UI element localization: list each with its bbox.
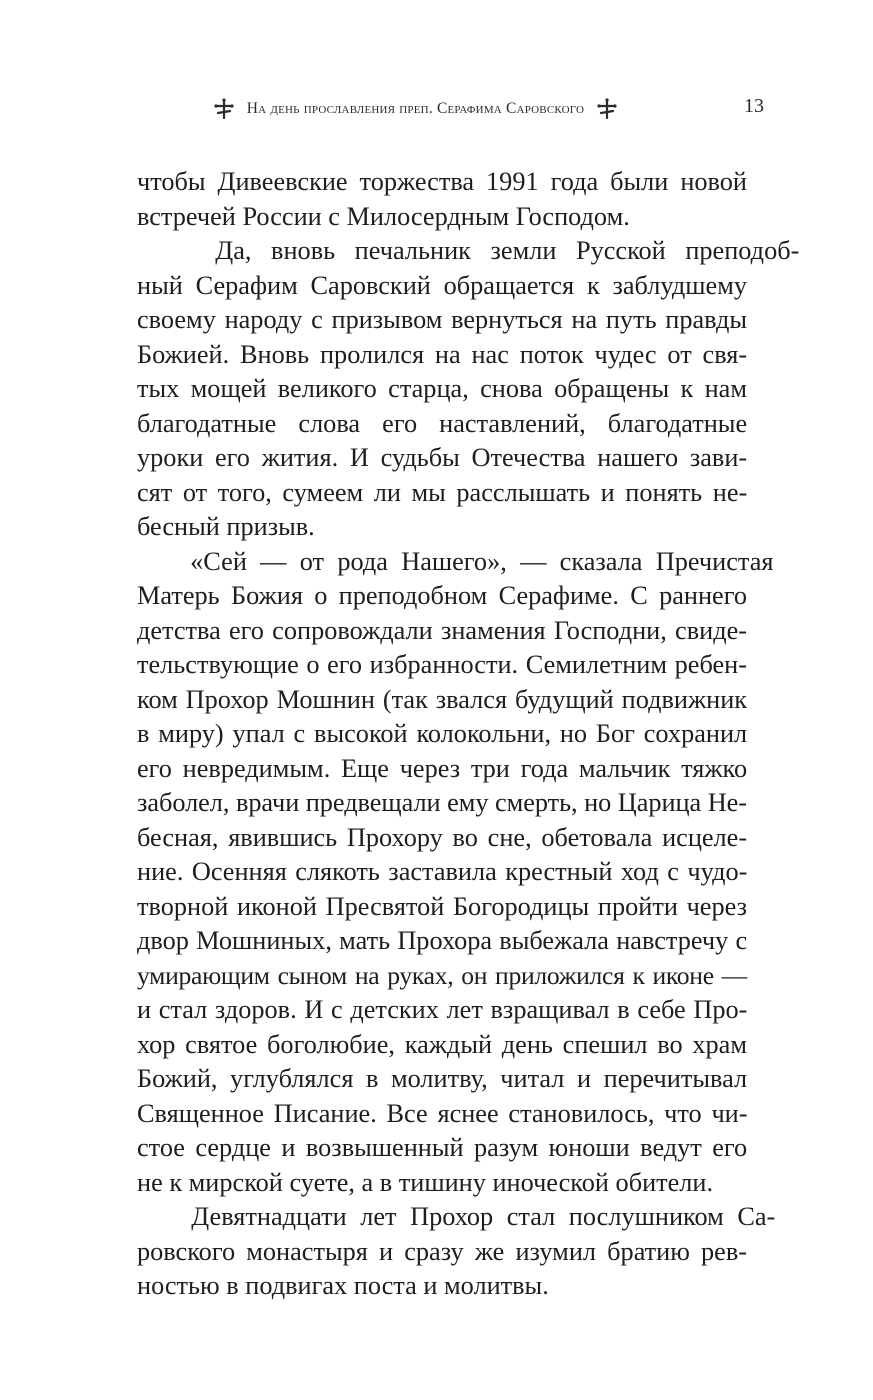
running-header	[168, 94, 663, 124]
text-line: его невредимым. Еще через три года мальчик тяжко	[137, 753, 748, 783]
text-line: заболел, врачи предвещали ему смерть, но Царица Не-	[137, 788, 747, 817]
text-line: Девятнадцати лет Прохор стал послушником Са-	[137, 1202, 776, 1231]
text-line: хор святое боголюбие, каждый день спешил во храм	[137, 1029, 747, 1059]
text-line: стое сердце и возвышенный разум юноши ведут его	[137, 1133, 748, 1162]
text-line: благодатные слова его наставлений, благодатные	[137, 408, 748, 438]
cross-ornament-icon	[596, 98, 618, 120]
text-line: Божий, углублялся в молитву, читал и перечитывал	[137, 1064, 748, 1093]
text-line: ный Серафим Саровский обращается к заблудшему	[137, 270, 747, 300]
text-line: тельствующие о его избранности. Семилетним ребен-	[137, 650, 747, 679]
body-text	[137, 165, 800, 1304]
text-line: сят от того, сумеем ли мы расслышать и понять не-	[137, 477, 748, 507]
text-line: тых мощей великого старца, снова обращены к нам	[137, 374, 747, 403]
text-line: бесная, явившись Прохору во сне, обетовала исцеле-	[137, 822, 748, 852]
text-line: бесный призыв.	[137, 512, 315, 541]
text-line: ком Прохор Мошнин (так звался будущий подвижник	[137, 684, 748, 714]
text-line: умирающим сыном на руках, он приложился к иконе —	[137, 960, 747, 990]
running-title: На день прославления преп. Серафима Саровского	[246, 100, 585, 117]
text-line: и стал здоров. И с детских лет взращивал в себе Про-	[137, 995, 748, 1024]
text-line: Божией. Вновь пролился на нас поток чудес от свя-	[137, 339, 748, 369]
text-line: ние. Осенняя слякоть заставила крестный ход с чудо-	[137, 857, 748, 886]
text-line: своему народу с призывом вернуться на путь правды	[137, 305, 747, 334]
text-line: ностью в подвигах поста и молитвы.	[137, 1271, 549, 1300]
cross-ornament-icon	[213, 98, 235, 120]
text-line: не к мирской суете, а в тишину иноческой обители.	[137, 1167, 714, 1197]
text-line: Священное Писание. Все яснее становилось, что чи-	[137, 1098, 748, 1128]
text-line: творной иконой Пресвятой Богородицы пройти через	[137, 891, 747, 921]
text-line: в миру) упал с высокой колокольни, но Бог сохранил	[137, 719, 748, 748]
text-line: уроки его жития. И судьбы Отечества нашего зави-	[137, 443, 748, 472]
text-line: Матерь Божия о преподобном Серафиме. С раннего	[137, 581, 747, 610]
text-line: встречей России с Милосердным Господом.	[137, 201, 630, 231]
text-line: «Сей — от рода Нашего», — сказала Пречистая	[137, 546, 774, 576]
text-line: чтобы Дивеевские торжества 1991 года были новой	[137, 167, 747, 196]
text-line: Да, вновь печальник земли Русской преподоб-	[137, 236, 800, 265]
text-line: двор Мошниных, мать Прохора выбежала навстречу с	[137, 926, 748, 955]
page-number: 13	[744, 95, 764, 117]
text-line: детства его сопровождали знамения Господни, свиде-	[137, 615, 747, 645]
text-line: ровского монастыря и сразу же изумил братию рев-	[137, 1236, 748, 1266]
